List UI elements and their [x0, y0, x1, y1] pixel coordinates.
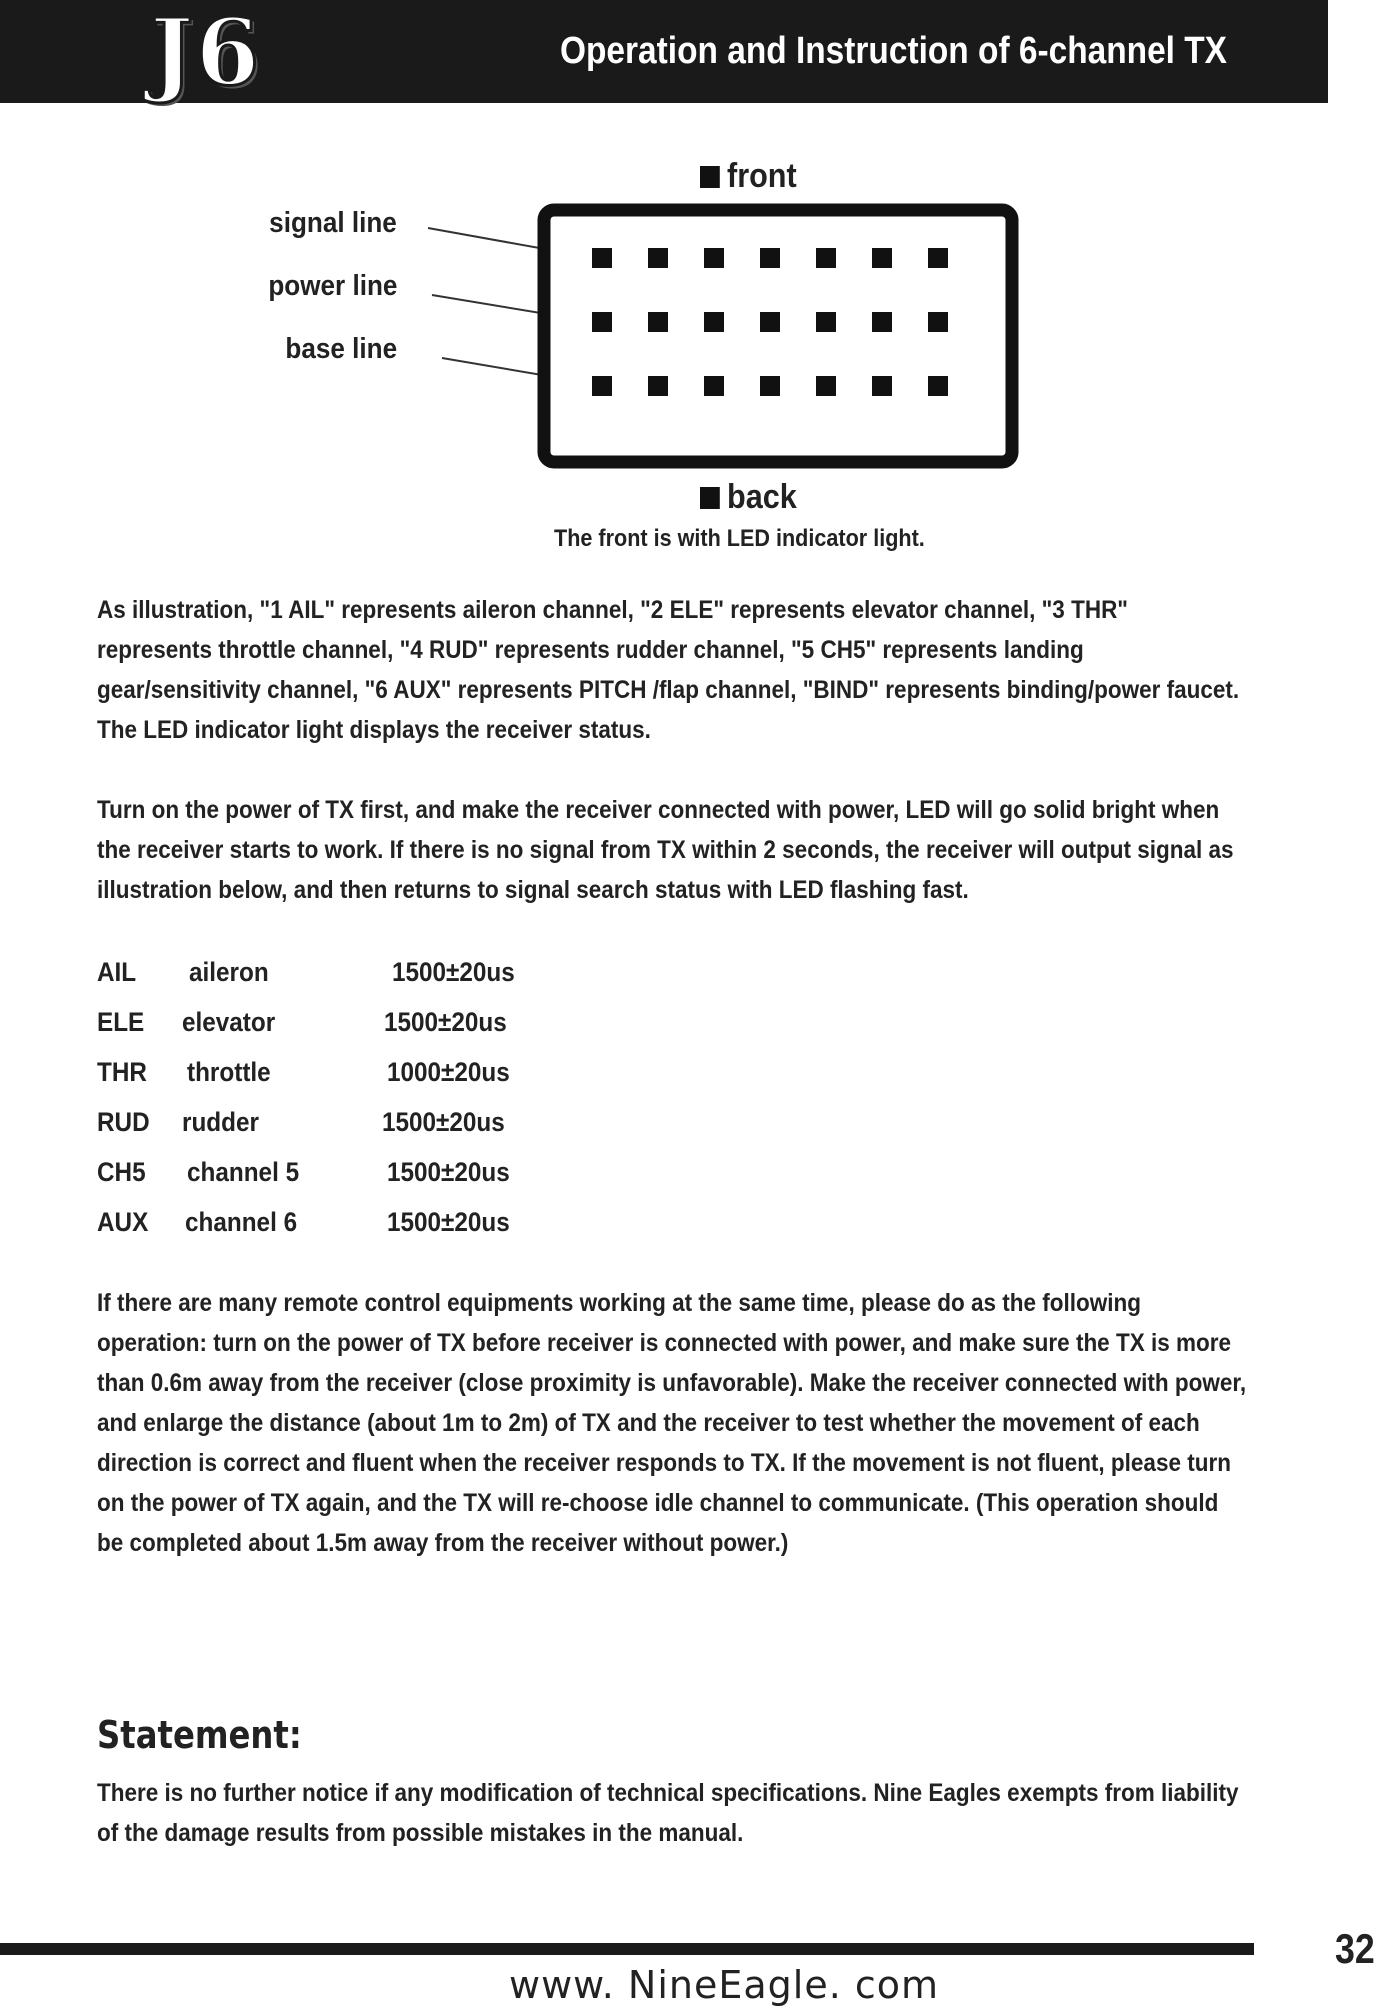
channel-name: elevator: [182, 1007, 276, 1037]
connector-pin: [592, 248, 612, 268]
channel-name: rudder: [182, 1107, 259, 1137]
connector-pin: [816, 312, 836, 332]
statement-text: There is no further notice if any modification of technical specifications. Nine Eagles exempts from liability of the damage results from possible mistakes in the manual.: [97, 1779, 1239, 1847]
connector-pin: [648, 376, 668, 396]
website-url: www. NineEagle. com: [509, 1963, 940, 2007]
connector-pin: [816, 376, 836, 396]
channel-value: 1500±20us: [387, 1157, 510, 1187]
connector-pin: [872, 376, 892, 396]
connector-pin: [592, 376, 612, 396]
channel-name: aileron: [189, 957, 269, 987]
connector-pin: [704, 376, 724, 396]
interference-paragraph: If there are many remote control equipments working at the same time, please do as the following operation: turn on the power of TX before receiver is connected with power, and make sure the TX is more than 0.6m away from the receiver (close proximity is unfavorable). Make the receiver connected with power, and enlarge the distance (about 1m to 2m) of TX and the receiver to test whether the movement of each direction is correct and fluent when the receiver responds to TX. If the movement is not fluent, please turn on the power of TX again, and the TX will re-choose idle channel to communicate. (This operation should be completed about 1.5m away from the receiver without power.): [97, 1289, 1247, 1557]
connector-pin: [760, 376, 780, 396]
connector-drawing: [0, 0, 1379, 560]
connector-housing: [544, 210, 1012, 462]
channel-value: 1500±20us: [382, 1107, 505, 1137]
channel-code: CH5: [97, 1157, 146, 1187]
channel-value: 1500±20us: [387, 1207, 510, 1237]
channel-name: channel 5: [187, 1157, 300, 1187]
diagram-caption: The front is with LED indicator light.: [554, 525, 925, 552]
connector-pin: [928, 376, 948, 396]
square-bullet-icon: [700, 487, 720, 509]
power-on-paragraph: Turn on the power of TX first, and make the receiver connected with power, LED will go solid bright when the receiver starts to work. If there is no signal from TX within 2 seconds, the receiver will output signal as illustration below, and then returns to signal search status with LED flashing fast.: [97, 796, 1234, 904]
connector-pin: [704, 248, 724, 268]
connector-pin: [760, 248, 780, 268]
connector-pin: [648, 248, 668, 268]
receiver-pin-diagram: [0, 0, 1379, 560]
connector-pin: [760, 312, 780, 332]
channel-description-paragraph: As illustration, "1 AIL" represents aileron channel, "2 ELE" represents elevator channel, "3 THR" represents throttle channel, "4 RUD" represents rudder channel, "5 CH5" represents landing gear/sensitivity channel, "6 AUX" represents PITCH /flap channel, "BIND" represents binding/power faucet. The LED indicator light displays the receiver status.: [97, 596, 1240, 744]
page-number: 32: [1335, 1925, 1375, 1972]
power-line-label: power line: [267, 270, 397, 302]
channel-value: 1000±20us: [387, 1057, 510, 1087]
connector-pin: [928, 312, 948, 332]
channel-code: THR: [97, 1057, 147, 1087]
channel-code: RUD: [97, 1107, 150, 1137]
channel-code: AIL: [97, 957, 137, 987]
j6-logo: J6: [150, 0, 262, 106]
connector-pin: [592, 312, 612, 332]
connector-pin: [872, 312, 892, 332]
base-line-label: base line: [285, 333, 397, 365]
channel-name: channel 6: [185, 1207, 298, 1237]
connector-pin: [872, 248, 892, 268]
back-label: back: [700, 478, 797, 517]
page-title: Operation and Instruction of 6-channel TX: [560, 30, 1227, 72]
channel-value: 1500±20us: [384, 1007, 507, 1037]
connector-pin: [704, 312, 724, 332]
statement-heading: Statement:: [97, 1713, 302, 1757]
connector-pin: [928, 248, 948, 268]
connector-pin: [816, 248, 836, 268]
footer-bar: [0, 1943, 1254, 1955]
channel-code: ELE: [97, 1007, 145, 1037]
front-label: front: [700, 157, 797, 196]
signal-line-label: signal line: [269, 207, 397, 239]
channel-name: throttle: [187, 1057, 271, 1087]
channel-value: 1500±20us: [392, 957, 515, 987]
connector-pin: [648, 312, 668, 332]
channel-code: AUX: [97, 1207, 149, 1237]
